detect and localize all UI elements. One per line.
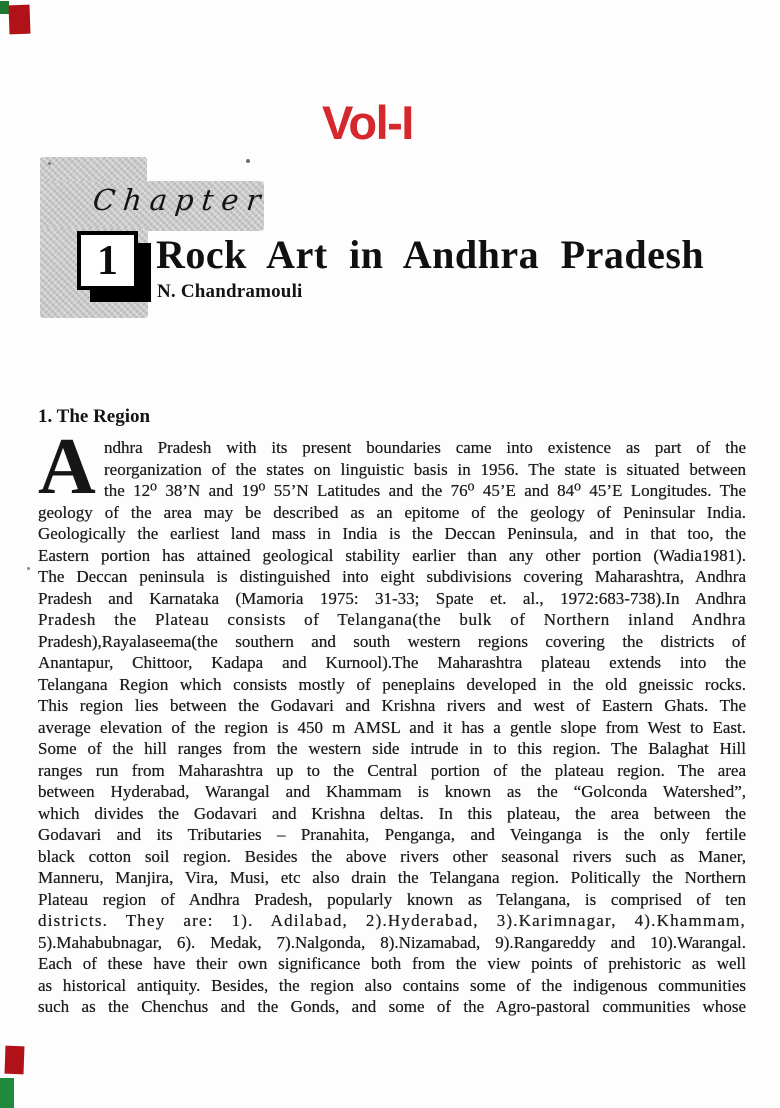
chapter-number-box: 1 <box>77 231 138 290</box>
corner-mark-bottom-left-green <box>0 1078 14 1108</box>
body-line: Each of these have their own significance both from the view points of prehistoric as well <box>38 954 746 973</box>
body-line: Anantapur, Chittoor, Kadapa and Kurnool).The Maharashtra plateau extends into the <box>38 653 746 672</box>
body-line: between Hyderabad, Warangal and Khammam is known as the “Golconda Watershed”, <box>38 782 746 801</box>
body-line: such as the Chenchus and the Gonds, and some of the Agro-pastoral communities whose <box>38 997 746 1016</box>
body-line: districts. They are: 1). Adilabad, 2).Hyderabad, 3).Karimnagar, 4).Khammam, <box>38 911 746 930</box>
body-line: Geologically the earliest land mass in India is the Deccan Peninsula, and in that too, the <box>38 524 746 543</box>
volume-label: Vol-I <box>322 96 413 149</box>
body-line: 5).Mahabubnagar, 6). Medak, 7).Nalgonda, 8).Nizamabad, 9).Rangareddy and 10).Warangal. <box>38 932 746 952</box>
body-line: which divides the Godavari and Krishna deltas. In this plateau, the area between the <box>38 803 746 823</box>
chapter-script-word: Chapter <box>91 183 271 217</box>
body-line: Manneru, Manjira, Vira, Musi, etc also drain the Telangana region. Politically the Northern <box>38 868 746 887</box>
body-lines <box>38 502 746 1018</box>
corner-mark-bottom-left-red <box>5 1046 25 1075</box>
body-line: reorganization of the states on linguistic basis in 1956. The state is situated between <box>104 459 746 479</box>
body-line: as historical antiquity. Besides, the region also contains some of the indigenous communities <box>38 975 746 995</box>
body-line: the 12⁰ 38’N and 19⁰ 55’N Latitudes and the 76⁰ 45’E and 84⁰ 45’E Longitudes. The <box>104 481 746 500</box>
scan-speckle <box>48 162 51 165</box>
author-name: N. Chandramouli <box>157 281 303 302</box>
body-line: geology of the area may be described as an epitome of the geology of Peninsular India. <box>38 502 746 522</box>
body-line: Eastern portion has attained geological stability earlier than any other portion (Wadia1981). <box>38 545 746 565</box>
corner-mark-top-left-red <box>9 5 31 35</box>
body-line: black cotton soil region. Besides the above rivers other seasonal rivers such as Maner, <box>38 846 746 866</box>
body-line: Pradesh),Rayalaseema(the southern and south western regions covering the districts of <box>38 631 746 651</box>
scan-speckle <box>27 567 30 570</box>
body-line: The Deccan peninsula is distinguished into eight subdivisions covering Maharashtra, Andhra <box>38 567 746 586</box>
body-line: ranges run from Maharashtra up to the Central portion of the plateau region. The area <box>38 760 746 780</box>
body-line: Telangana Region which consists mostly of peneplains developed in the old gneissic rocks. <box>38 674 746 694</box>
body-line: ndhra Pradesh with its present boundaries came into existence as part of the <box>104 438 746 457</box>
lede-lines <box>104 437 746 502</box>
chapter-title: Rock Art in Andhra Pradesh <box>156 232 705 277</box>
body-line: Pradesh and Karnataka (Mamoria 1975: 31-33; Spate et. al., 1972:683-738).In Andhra <box>38 588 746 608</box>
body-line: average elevation of the region is 450 m AMSL and it has a gentle slope from West to East. <box>38 717 746 737</box>
drop-cap: A <box>38 423 96 511</box>
body-line: This region lies between the Godavari and Krishna rivers and west of Eastern Ghats. The <box>38 696 746 715</box>
body-line: Some of the hill ranges from the western side intrude in to this region. The Balaghat Hill <box>38 739 746 758</box>
body-paragraph <box>38 423 746 1018</box>
scan-speckle <box>246 159 250 163</box>
body-line: Plateau region of Andhra Pradesh, popularly known as Telangana, is comprised of ten <box>38 889 746 909</box>
section-heading: 1. The Region <box>38 406 151 427</box>
scan-highlight-patch <box>40 157 147 184</box>
body-line: Godavari and its Tributaries – Pranahita, Penganga, and Veinganga is the only fertile <box>38 825 746 844</box>
body-line: Pradesh the Plateau consists of Telangana(the bulk of Northern inland Andhra <box>38 610 746 629</box>
